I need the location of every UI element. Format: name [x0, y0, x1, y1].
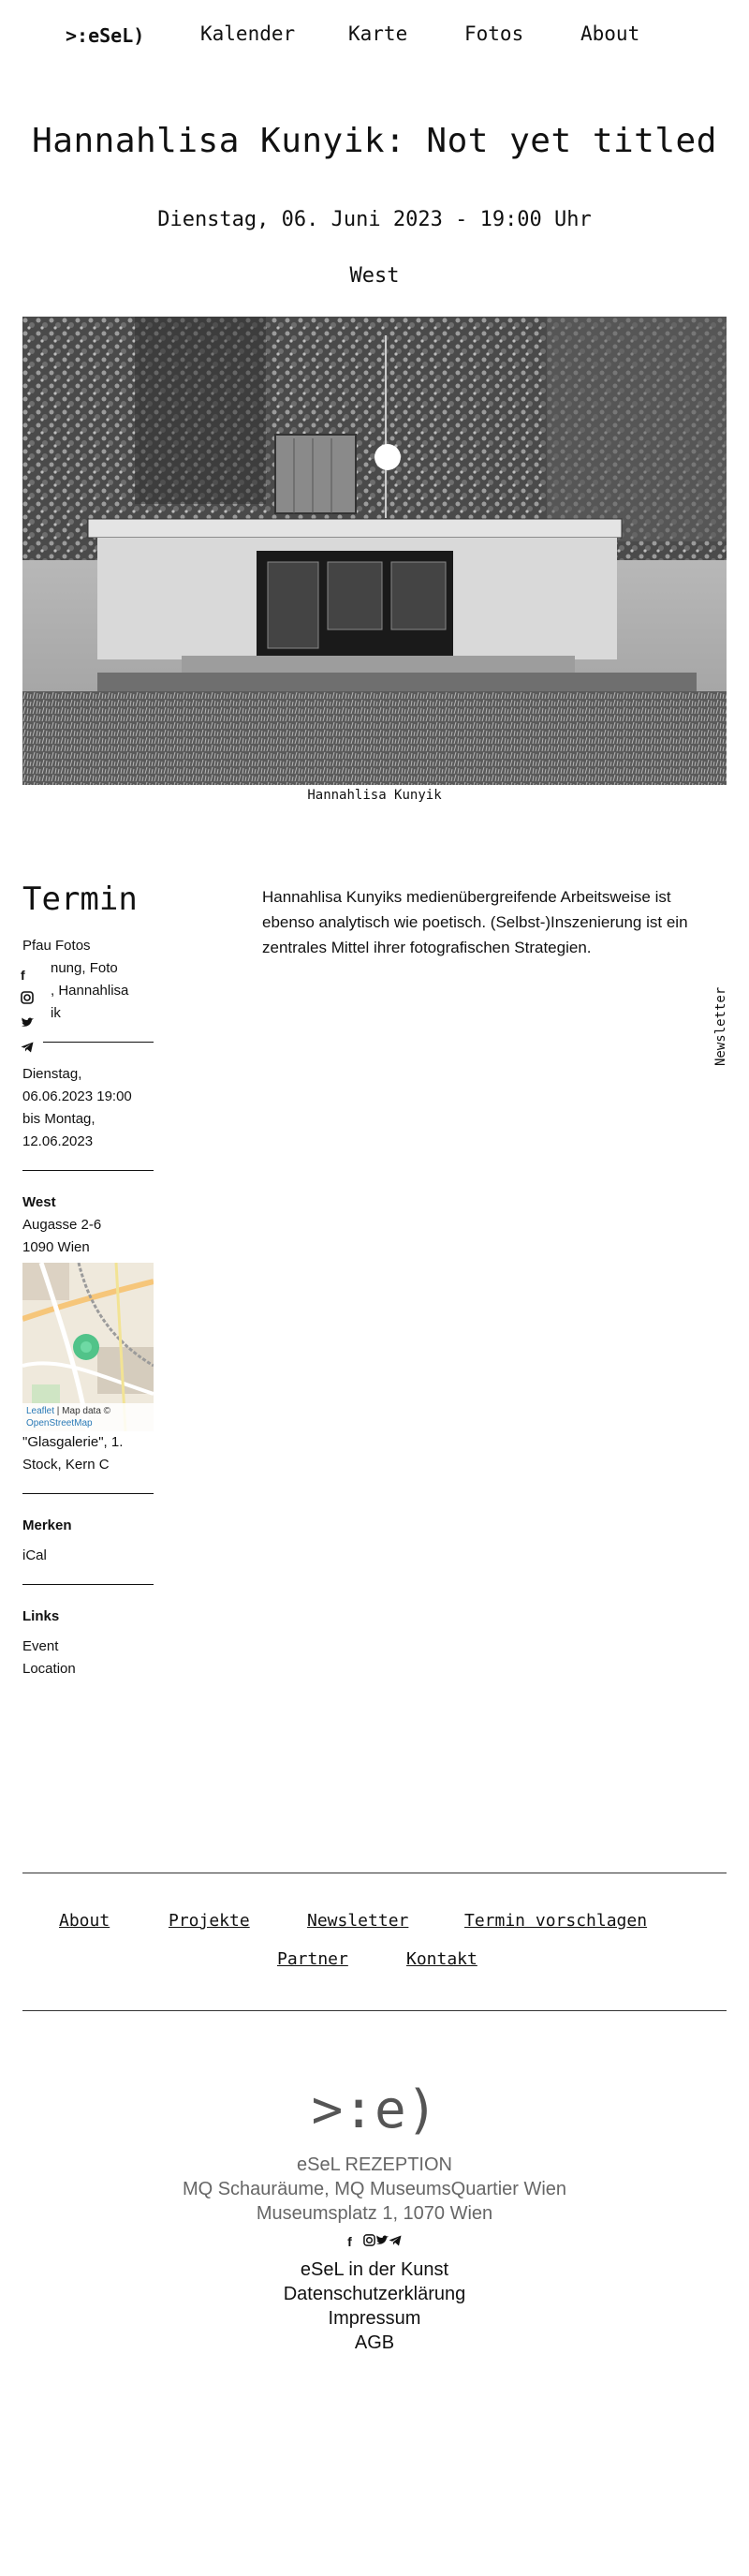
nav-karte[interactable]: Karte — [348, 22, 408, 45]
footer-address: Museumsplatz 1, 1070 Wien — [256, 2203, 493, 2224]
footer-kontakt-link[interactable]: Kontakt — [406, 1949, 477, 1969]
divider — [22, 1584, 154, 1585]
venue-name[interactable]: West — [22, 1194, 56, 1210]
tag-line[interactable]: Pfau Fotos — [22, 938, 91, 954]
footer-newsletter-link[interactable]: Newsletter — [307, 1911, 409, 1931]
image-caption: Hannahlisa Kunyik — [307, 788, 442, 803]
newsletter-tab-label: Newsletter — [713, 986, 728, 1066]
osm-link[interactable]: OpenStreetMap — [26, 1418, 93, 1429]
event-venue: West — [349, 264, 400, 288]
event-sidebar — [22, 881, 154, 1680]
nav-fotos[interactable]: Fotos — [464, 22, 524, 45]
divider — [22, 1493, 154, 1494]
footer-projekte-link[interactable]: Projekte — [169, 1911, 250, 1931]
tag-list — [22, 935, 154, 1025]
tag-line[interactable]: , Hannahlisa — [51, 983, 129, 999]
footer-location: MQ Schauräume, MQ MuseumsQuartier Wien — [182, 2179, 567, 2199]
event-title: Hannahlisa Kunyik: Not yet titled — [32, 122, 717, 160]
footer-divider — [22, 2010, 727, 2011]
site-logo[interactable]: >:eSeL) — [66, 24, 145, 47]
date-line: Dienstag, — [22, 1066, 82, 1082]
telegram-icon[interactable] — [389, 2234, 402, 2249]
nav-about[interactable]: About — [580, 22, 640, 45]
links-title: Links — [22, 1608, 60, 1624]
date-line: 12.06.2023 — [22, 1133, 94, 1149]
address-line: Augasse 2-6 — [22, 1217, 102, 1233]
event-photo[interactable] — [22, 317, 727, 785]
nav-kalender[interactable]: Kalender — [200, 22, 296, 45]
tag-line[interactable]: nung, Foto — [51, 960, 118, 976]
event-description: Hannahlisa Kunyiks medienübergreifende Arbeitsweise ist ebenso analytisch wie poetisch. (Selbst-)Inszenierung ist ein zentrales Mittel ihrer fotografischen Strategien. — [262, 888, 688, 956]
top-navigation — [66, 19, 683, 52]
leaflet-link[interactable]: Leaflet — [26, 1406, 55, 1416]
footer-org: eSeL REZEPTION — [297, 2154, 452, 2175]
sidebar-heading: Termin — [22, 881, 138, 918]
date-line: 06.06.2023 19:00 — [22, 1088, 132, 1104]
location-link[interactable]: Location — [22, 1661, 76, 1677]
location-map[interactable] — [22, 1263, 154, 1431]
share-icons — [21, 963, 43, 1060]
footer-link-agb[interactable]: AGB — [354, 2332, 395, 2353]
attrib-text: | Map data © — [54, 1406, 111, 1416]
twitter-icon[interactable] — [375, 2234, 389, 2249]
date-line: bis Montag, — [22, 1111, 95, 1127]
address-line: 1090 Wien — [22, 1239, 90, 1255]
event-link[interactable]: Event — [22, 1638, 59, 1654]
divider — [22, 1170, 154, 1171]
date-range — [22, 1063, 154, 1153]
map-attribution — [22, 1403, 154, 1431]
merken-title: Merken — [22, 1517, 72, 1533]
location-detail: "Glasgalerie", 1. Stock, Kern C — [22, 1434, 124, 1473]
instagram-icon[interactable] — [21, 987, 43, 1012]
twitter-icon[interactable] — [21, 1012, 43, 1036]
facebook-icon[interactable]: f — [21, 968, 25, 983]
event-datetime: Dienstag, 06. Juni 2023 - 19:00 Uhr — [157, 208, 592, 231]
footer-logo[interactable]: >:e) — [311, 2080, 438, 2140]
instagram-icon[interactable] — [363, 2234, 375, 2249]
footer-link-impressum[interactable]: Impressum — [328, 2308, 421, 2329]
footer-about-link[interactable]: About — [59, 1911, 110, 1931]
footer-termin-link[interactable]: Termin vorschlagen — [464, 1911, 648, 1931]
footer-link-datenschutz[interactable]: Datenschutzerklärung — [283, 2284, 466, 2304]
telegram-icon[interactable] — [21, 1036, 43, 1060]
footer-link-esel-kunst[interactable]: eSeL in der Kunst — [300, 2259, 449, 2280]
tag-line[interactable]: ik — [51, 1005, 61, 1021]
facebook-icon[interactable]: f — [347, 2234, 363, 2249]
newsletter-tab[interactable] — [713, 982, 732, 1066]
footer-social-icons — [0, 2234, 749, 2249]
ical-link[interactable]: iCal — [22, 1547, 47, 1563]
footer-partner-link[interactable]: Partner — [277, 1949, 348, 1969]
